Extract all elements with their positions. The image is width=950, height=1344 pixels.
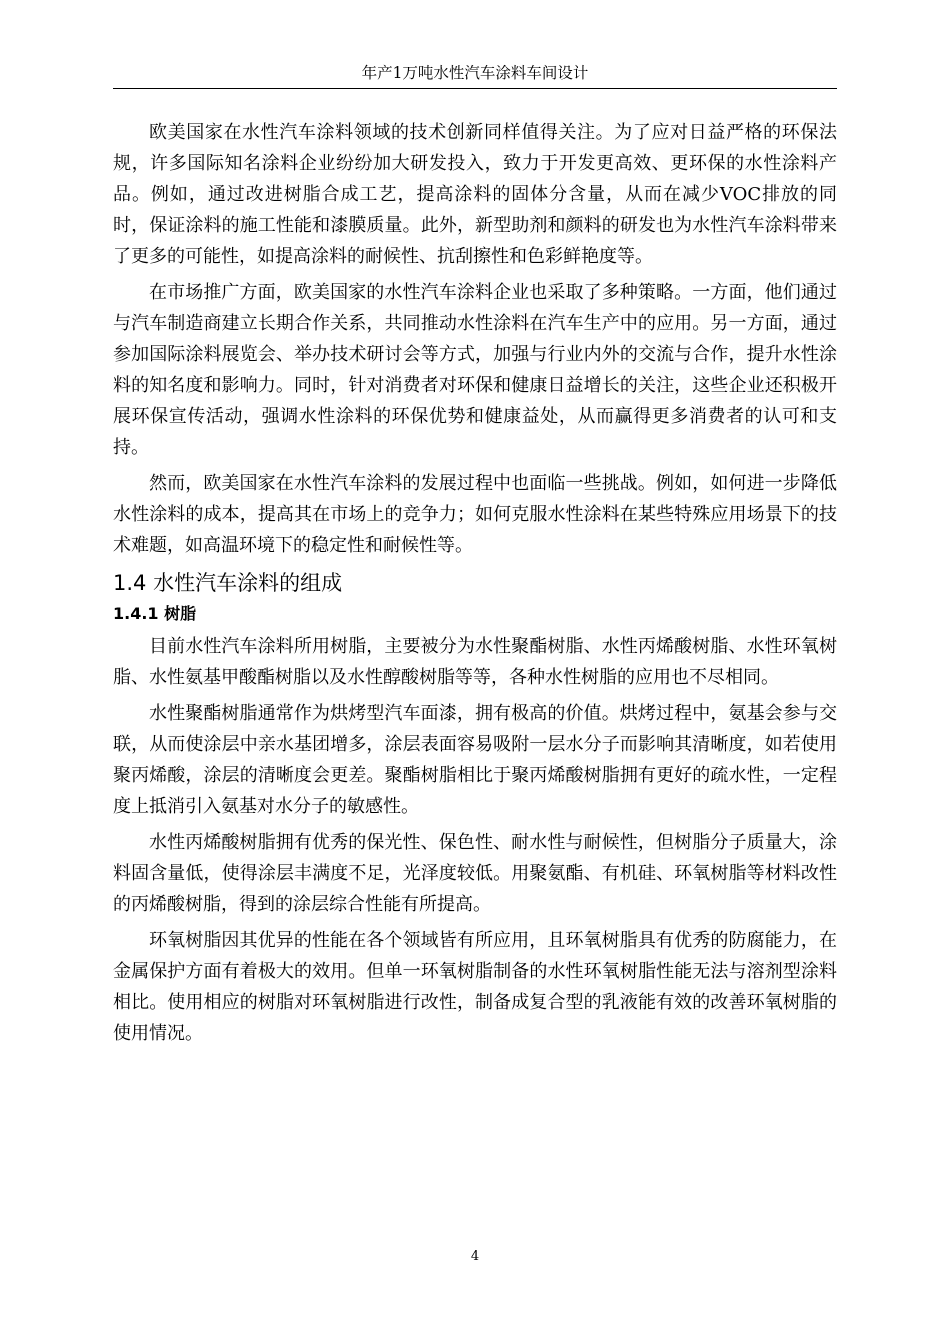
paragraph: 环氧树脂因其优异的性能在各个领域皆有所应用，且环氧树脂具有优秀的防腐能力，在金属保护方面有着极大的效用。但单一环氧树脂制备的水性环氧树脂性能无法与溶剂型涂料相比。使用相应的树脂对环氧树脂进行改性，制备成复合型的乳液能有效的改善环氧树脂的使用情况。 [113, 930, 837, 1044]
running-header: 年产1万吨水性汽车涂料车间设计 [361, 64, 589, 82]
subsection-heading: 1.4.1 树脂 [113, 604, 197, 623]
paragraph: 欧美国家在水性汽车涂料领域的技术创新同样值得关注。为了应对日益严格的环保法规，许多国际知名涂料企业纷纷加大研发投入，致力于开发更高效、更环保的水性涂料产品。例如，通过改进树脂合成工艺，提高涂料的固体分含量，从而在减少VOC排放的同时，保证涂料的施工性能和漆膜质量。此外，新型助剂和颜料的研发也为水性汽车涂料带来了更多的可能性，如提高涂料的耐候性、抗刮擦性和色彩鲜艳度等。 [113, 122, 837, 267]
section-heading: 1.4 水性汽车涂料的组成 [113, 571, 343, 595]
paragraph: 然而，欧美国家在水性汽车涂料的发展过程中也面临一些挑战。例如，如何进一步降低水性涂料的成本，提高其在市场上的竞争力；如何克服水性涂料在某些特殊应用场景下的技术难题，如高温环境下的稳定性和耐候性等。 [113, 473, 837, 556]
paragraph: 目前水性汽车涂料所用树脂，主要被分为水性聚酯树脂、水性丙烯酸树脂、水性环氧树脂、水性氨基甲酸酯树脂以及水性醇酸树脂等等，各种水性树脂的应用也不尽相同。 [113, 636, 837, 688]
paragraph: 水性聚酯树脂通常作为烘烤型汽车面漆，拥有极高的价值。烘烤过程中，氨基会参与交联，从而使涂层中亲水基团增多，涂层表面容易吸附一层水分子而影响其清晰度，如若使用聚丙烯酸，涂层的清晰度会更差。聚酯树脂相比于聚丙烯酸树脂拥有更好的疏水性，一定程度上抵消引入氨基对水分子的敏感性。 [113, 703, 837, 817]
page-number: 4 [470, 1249, 480, 1264]
paragraph: 水性丙烯酸树脂拥有优秀的保光性、保色性、耐水性与耐候性，但树脂分子质量大，涂料固含量低，使得涂层丰满度不足，光泽度较低。用聚氨酯、有机硅、环氧树脂等材料改性的丙烯酸树脂，得到的涂层综合性能有所提高。 [113, 832, 837, 915]
paragraph: 在市场推广方面，欧美国家的水性汽车涂料企业也采取了多种策略。一方面，他们通过与汽车制造商建立长期合作关系，共同推动水性涂料在汽车生产中的应用。另一方面，通过参加国际涂料展览会、举办技术研讨会等方式，加强与行业内外的交流与合作，提升水性涂料的知名度和影响力。同时，针对消费者对环保和健康日益增长的关注，这些企业还积极开展环保宣传活动，强调水性涂料的环保优势和健康益处，从而赢得更多消费者的认可和支持。 [113, 282, 837, 458]
header-divider [113, 88, 837, 89]
body-text [113, 117, 837, 1049]
